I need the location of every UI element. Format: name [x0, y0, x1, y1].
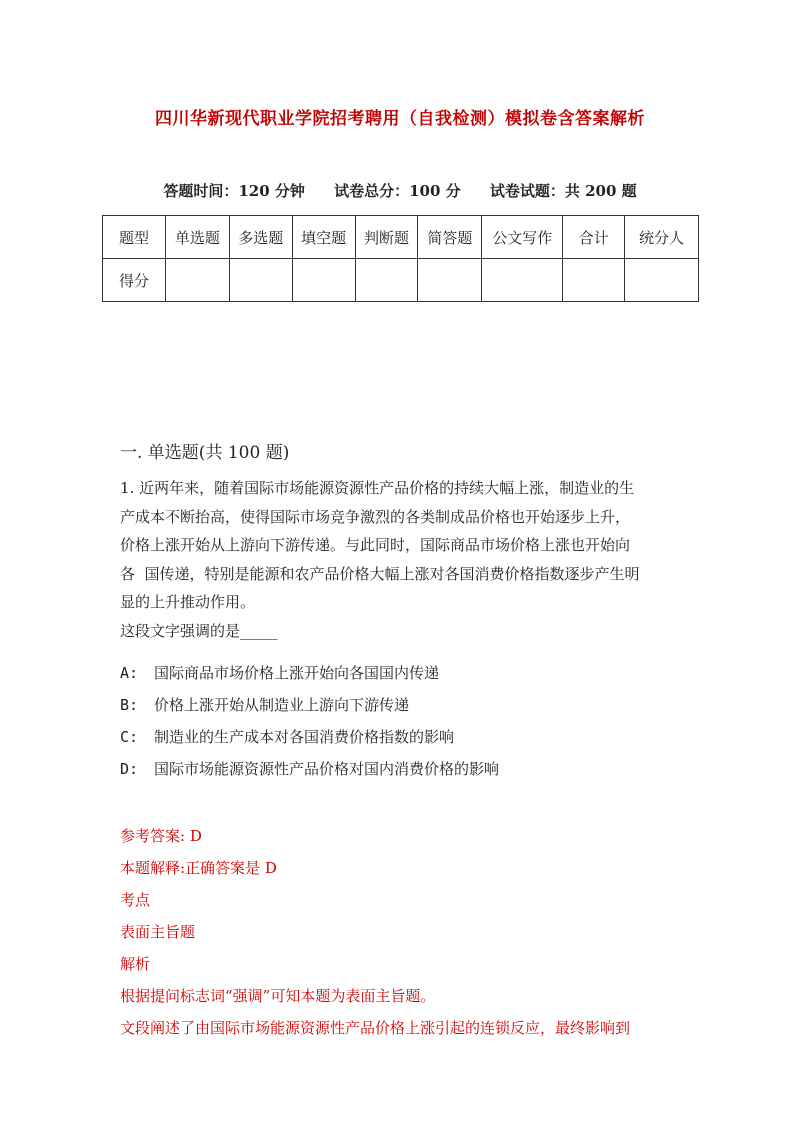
score-table-header-row — [103, 216, 699, 259]
question-body — [120, 474, 680, 645]
score-cell — [355, 259, 418, 302]
header-cell: 多选题 — [229, 216, 292, 259]
option-key: B: — [120, 696, 139, 714]
question-line: 各 国传递，特别是能源和农产品价格大幅上涨对各国消费价格指数逐步产生明 — [120, 564, 640, 583]
option-text: 价格上涨开始从制造业上游向下游传递 — [154, 696, 410, 714]
header-cell: 公文写作 — [482, 216, 563, 259]
option-text: 制造业的生产成本对各国消费价格指数的影响 — [154, 728, 455, 746]
header-cell: 单选题 — [165, 216, 229, 259]
header-cell: 题型 — [103, 216, 166, 259]
option-text: 国际市场能源资源性产品价格对国内消费价格的影响 — [154, 760, 500, 778]
score-cell — [482, 259, 563, 302]
option-c — [120, 726, 499, 758]
score-cell — [625, 259, 699, 302]
question-line: 显的上升推动作用。 — [120, 593, 256, 611]
option-a — [120, 662, 499, 694]
score-table — [102, 215, 699, 302]
question-line: 产成本不断抬高，使得国际市场竞争激烈的各类制成品价格也开始逐步上升， — [120, 507, 631, 526]
exam-meta — [0, 180, 800, 201]
score-table-score-row — [103, 259, 699, 302]
answer-line: 解析 — [120, 955, 151, 973]
score-cell — [165, 259, 229, 302]
document-title: 四川华新现代职业学院招考聘用（自我检测）模拟卷含答案解析 — [155, 109, 645, 129]
question-line: 价格上涨开始从上游向下游传递。与此同时，国际商品市场价格上涨也开始向 — [120, 536, 631, 554]
exam-total: 试卷总分：100 分 — [334, 182, 461, 200]
score-cell — [292, 259, 355, 302]
answer-line: 根据提问标志词“强调”可知本题为表面主旨题。 — [120, 987, 436, 1005]
question-line: 1. 近两年来，随着国际市场能源资源性产品价格的持续大幅上涨，制造业的生 — [120, 479, 635, 497]
score-cell — [418, 259, 482, 302]
score-cell — [229, 259, 292, 302]
answer-explanation — [120, 820, 680, 1044]
question-prompt: 这段文字强调的是_____ — [120, 621, 278, 640]
header-cell: 简答题 — [418, 216, 482, 259]
option-b — [120, 694, 499, 726]
header-cell: 判断题 — [355, 216, 418, 259]
answer-line: 参考答案: D — [120, 827, 202, 845]
header-cell: 统分人 — [625, 216, 699, 259]
option-list — [120, 662, 499, 790]
answer-line: 本题解释:正确答案是 D — [120, 859, 277, 877]
exam-count: 试卷试题：共 200 题 — [489, 182, 637, 200]
answer-line: 表面主旨题 — [120, 923, 196, 941]
exam-time: 答题时间：120 分钟 — [163, 182, 305, 200]
score-cell — [563, 259, 625, 302]
option-text: 国际商品市场价格上涨开始向各国国内传递 — [154, 664, 440, 682]
option-key: C: — [120, 728, 139, 746]
section-heading: 一. 单选题(共 100 题) — [120, 443, 290, 463]
score-row-label: 得分 — [103, 259, 166, 302]
answer-line: 考点 — [120, 891, 151, 909]
option-d — [120, 758, 499, 790]
option-key: D: — [120, 760, 139, 778]
header-cell: 合计 — [563, 216, 625, 259]
option-key: A: — [120, 664, 139, 682]
answer-line: 文段阐述了由国际市场能源资源性产品价格上涨引起的连锁反应，最终影响到 — [120, 1019, 631, 1037]
header-cell: 填空题 — [292, 216, 355, 259]
